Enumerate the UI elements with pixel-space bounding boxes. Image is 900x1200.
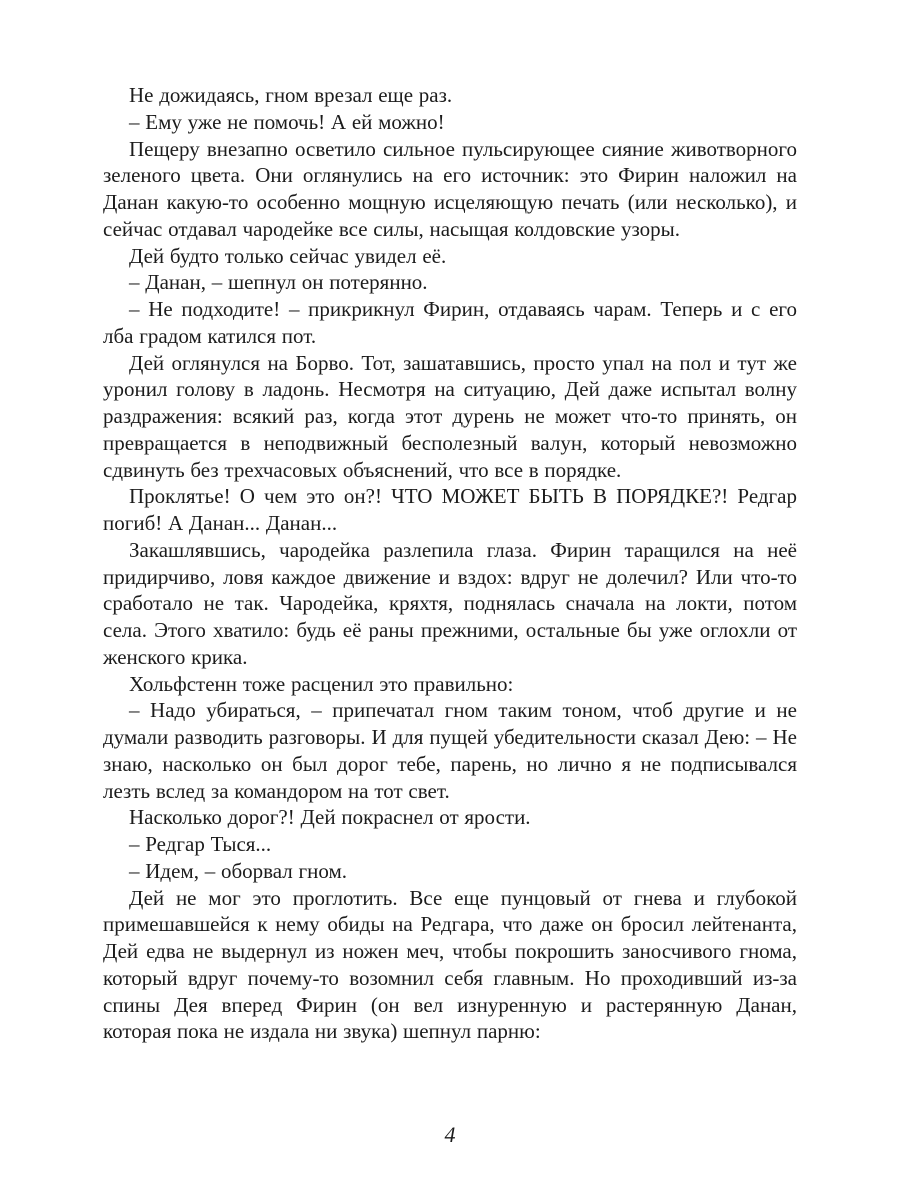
page-number: 4 — [444, 1122, 456, 1147]
paragraph: Закашлявшись, чародейка разлепила глаза. Фирин таращился на неё придирчиво, ловя каждое движение и вздох: вдруг не долечил? Или что-то сработало не так. Чародейка, кряхтя, поднялась сначала на локти, потом села. Этого хватило: будь её раны прежними, остальные бы уже оглохли от женского крика. — [103, 537, 797, 669]
paragraph: Проклятье! О чем это он?! ЧТО МОЖЕТ БЫТЬ В ПОРЯДКЕ?! Редгар погиб! А Данан... Данан... — [103, 484, 797, 535]
paragraph: Пещеру внезапно осветило сильное пульсирующее сияние животворного зеленого цвета. Они оглянулись на его источник: это Фирин наложил на Данан какую-то особенно мощную исцеляющую печать (или несколько), и сейчас отдавал чародейке все силы, насыщая колдовские узоры. — [103, 136, 797, 241]
paragraph: Не дожидаясь, гном врезал еще раз. — [129, 83, 453, 107]
paragraph: Хольфстенн тоже расценил это правильно: — [129, 671, 514, 696]
paragraph: Дей оглянулся на Борво. Тот, зашатавшись, просто упал на пол и тут же уронил голову в ладонь. Несмотря на ситуацию, Дей даже испытал волну раздражения: всякий раз, когда этот дурень не может что-то принять, он превращается в неподвижный бесполезный валун, который невозможно сдвинуть без трехчасовых объяснений, что все в порядке. — [103, 350, 797, 482]
paragraph: – Не подходите! – прикрикнул Фирин, отдаваясь чарам. Теперь и с его лба градом катился пот. — [103, 297, 797, 348]
paragraph: Насколько дорог?! Дей покраснел от ярости. — [129, 805, 531, 830]
paragraph: Дей будто только сейчас увидел её. — [129, 243, 447, 268]
paragraph: – Идем, – оборвал гном. — [129, 858, 348, 883]
paragraph: – Ему уже не помочь! А ей можно! — [129, 109, 445, 134]
paragraph: Дей не мог это проглотить. Все еще пунцовый от гнева и глубокой примешавшейся к нему обиды на Редгара, что даже он бросил лейтенанта, Дей едва не выдернул из ножен меч, чтобы покрошить заносчивого гнома, который вдруг почему-то возомнил себя главным. Но проходивший из-за спины Дея вперед Фирин (он вел изнуренную и растерянную Данан, которая пока не издала ни звука) шепнул парню: — [103, 885, 797, 1044]
paragraph: – Надо убираться, – припечатал гном таким тоном, чтоб другие и не думали разводить разговоры. И для пущей убедительности сказал Дею: – Не знаю, насколько он был дорог тебе, парень, но лично я не подписывался лезть вслед за командором на тот свет. — [103, 698, 797, 803]
paragraph: – Редгар Тыся... — [129, 832, 272, 856]
paragraph: – Данан, – шепнул он потерянно. — [129, 270, 428, 295]
page-text — [103, 82, 797, 1045]
